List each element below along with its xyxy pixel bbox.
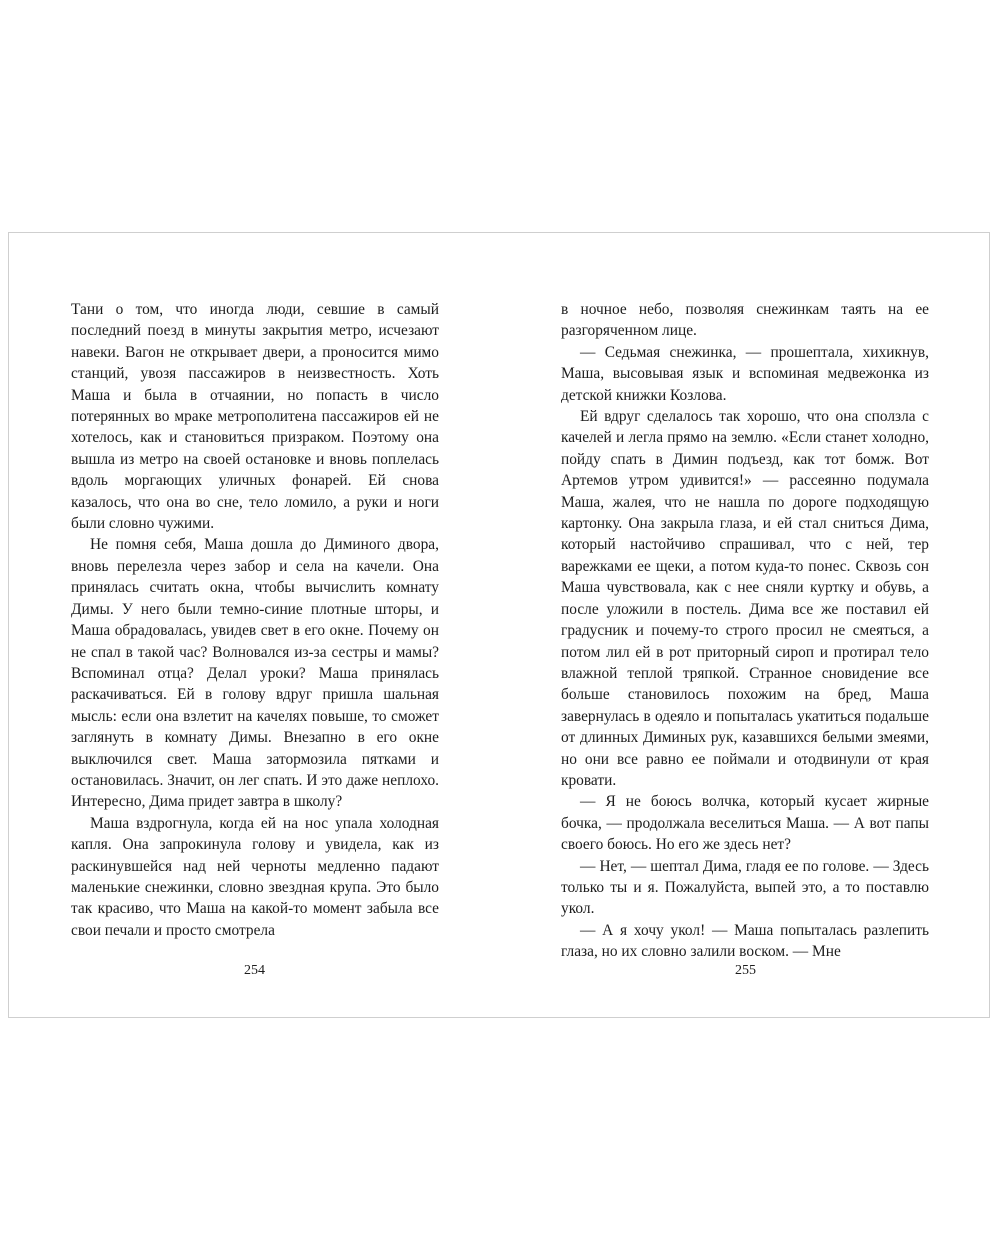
left-page [9, 233, 500, 1019]
paragraph: Маша вздрогнула, когда ей на нос упала холодная капля. Она запрокинула голову и увидела, как из раскинувшейся над ней черноты медленно падают маленькие снежинки, словно звездная крупа. Это было так красиво, что Маша на какой-то момент забыла все свои печали и просто смотрела [71, 814, 439, 939]
left-page-text [71, 299, 439, 941]
paragraph: — Седьмая снежинка, — прошептала, хихикнув, Маша, высовывая язык и вспоминая медвежонка из детской книжки Козлова. [561, 343, 929, 404]
paragraph: — Я не боюсь волчка, который кусает жирные бочка, — продолжала веселиться Маша. — А вот папы своего боюсь. Но его же здесь нет? [561, 793, 929, 854]
paragraph: Ей вдруг сделалось так хорошо, что она сползла с качелей и легла прямо на землю. «Если станет холодно, пойду спать в Димин подъезд, как тот бомж. Вот Артемов утром удивится!» — рассеянно подумала Маша, жалея, что не нашла по дороге подходящую картонку. Она закрыла глаза, и ей стал сниться Дима, который настойчиво спрашивал, что с ней, тер варежками ее щеки, а потом куда-то понес. Сквозь сон Маша чувствовала, как с нее сняли куртку и обувь, а после уложили в постель. Дима все же поставил ей градусник и почему-то строго просил не смеяться, а потом лил ей в рот приторный сироп и протирал тело влажной теплой тряпкой. Странное сновидение все больше становилось похожим на бред, Маша завернулась в одеяло и попыталась укатиться подальше от длинных Диминых рук, казавшихся белыми змеями, но они все равно ее поймали и отодвинули от края кровати. [561, 408, 929, 789]
paragraph: — Нет, — шептал Дима, гладя ее по голове. — Здесь только ты и я. Пожалуйста, выпей это, а то поставлю укол. [561, 857, 929, 918]
right-page-text [561, 299, 929, 963]
page-number: 255 [735, 963, 756, 978]
book-spread [8, 232, 990, 1018]
page-number: 254 [244, 963, 265, 978]
paragraph: в ночное небо, позволяя снежинкам таять на ее разгоряченном лице. [561, 301, 929, 340]
paragraph: Тани о том, что иногда люди, севшие в самый последний поезд в минуты закрытия метро, исчезают навеки. Вагон не открывает двери, а проносится мимо станций, увозя пассажиров в неизвестность. Хоть Маша и была в отчаянии, но попасть в число потерянных во мраке метрополитена пассажиров ей не хотелось, как и становиться призраком. Поэтому она вышла из метро на своей остановке и вновь поплелась вдоль моргающих уличных фонарей. Ей снова казалось, что она во сне, тело ломило, а руки и ноги были словно чужими. [71, 301, 439, 533]
paragraph: Не помня себя, Маша дошла до Диминого двора, вновь перелезла через забор и села на качели. Она принялась считать окна, чтобы вычислить комнату Димы. У него были темно-синие плотные шторы, и Маша обрадовалась, увидев свет в его окне. Почему он не спал в такой час? Волновался из-за сестры и мамы? Вспоминал отца? Делал уроки? Маша принялась раскачиваться. Ей в голову вдруг пришла шальная мысль: если она взлетит на качелях повыше, то сможет заглянуть в комнату Димы. Внезапно в его окне выключился свет. Маша затормозила пятками и остановилась. Значит, он лег спать. И это даже неплохо. Интересно, Дима придет завтра в школу? [71, 536, 439, 811]
paragraph: — А я хочу укол! — Маша попыталась разлепить глаза, но их словно залили воском. — Мне [561, 921, 929, 961]
right-page [500, 233, 991, 1019]
